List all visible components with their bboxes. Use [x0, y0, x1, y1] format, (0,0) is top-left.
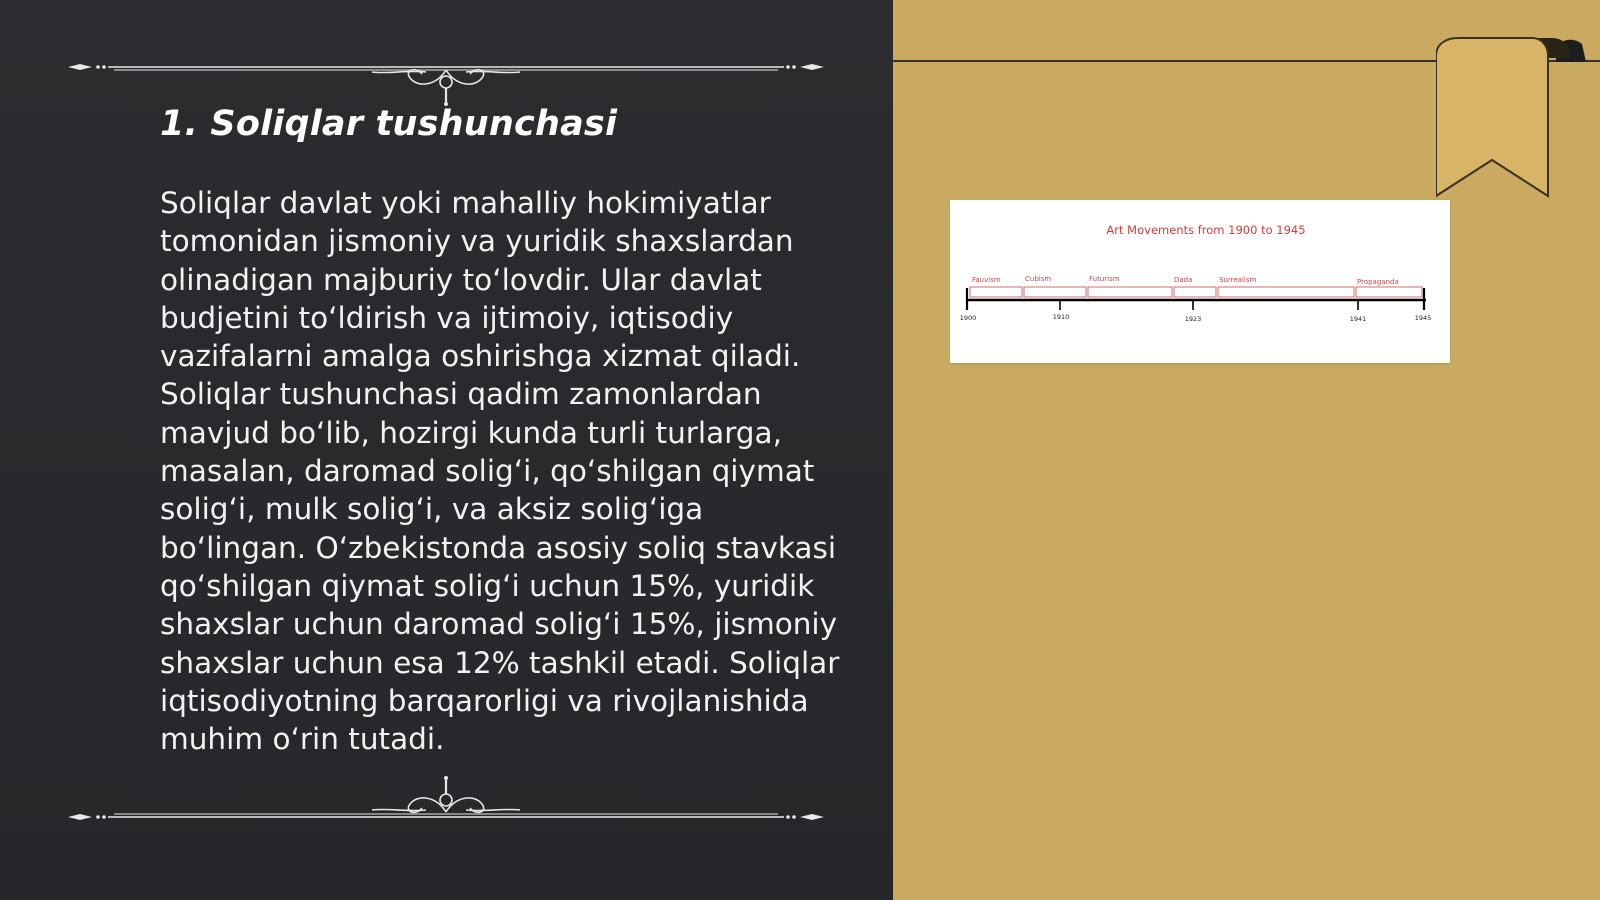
movement-label: Surrealism: [1219, 276, 1257, 284]
year-label: 1945: [1414, 314, 1432, 322]
year-label: 1900: [959, 314, 977, 322]
movement-label: Fauvism: [972, 276, 1001, 284]
bottom-ornament: [66, 772, 826, 828]
year-label: 1923: [1184, 315, 1202, 323]
year-label: 1910: [1052, 313, 1070, 321]
year-label: 1941: [1349, 315, 1367, 323]
movement-label: Futurism: [1089, 275, 1120, 283]
movement-label: Propaganda: [1357, 278, 1399, 286]
slide-title: 1. Soliqlar tushunchasi: [160, 104, 618, 144]
art-movements-timeline-image: [950, 200, 1450, 363]
movement-label: Dada: [1174, 276, 1193, 284]
movement-label: Cubism: [1025, 275, 1052, 283]
bookmark-ribbon-icon: [1436, 36, 1586, 200]
timeline-title: Art Movements from 1900 to 1945: [1106, 223, 1306, 237]
slide-body-text: Soliqlar davlat yoki mahalliy hokimiyatlar tomonidan jismoniy va yuridik shaxslardan olinadigan majburiy to‘lovdir. Ular davlat budjetini to‘ldirish va ijtimoiy, iqtisodiy vazifalarni amalga oshirishga xizmat qiladi. Soliqlar tushunchasi qadim zamonlardan mavjud bo‘lib, hozirgi kunda turli turlarga, masalan, daromad solig‘i, qo‘shilgan qiymat solig‘i, mulk solig‘i, va aksiz solig‘iga bo‘lingan. O‘zbekistonda asosiy soliq stavkasi qo‘shilgan qiymat solig‘i uchun 15%, yuridik shaxslar uchun daromad solig‘i 15%, jismoniy shaxslar uchun esa 12% tashkil etadi. Soliqlar iqtisodiyotning barqarorligi va rivojlanishida muhim o‘rin tutadi.: [160, 186, 840, 757]
